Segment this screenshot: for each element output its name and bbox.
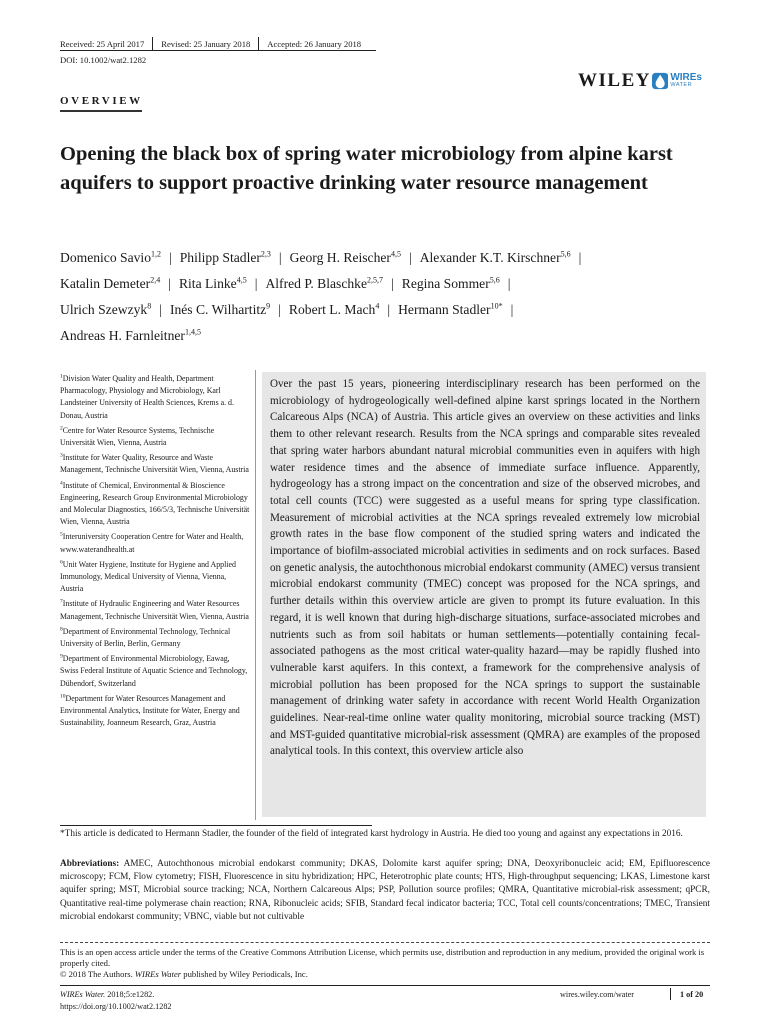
affiliation-text: Centre for Water Resource Systems, Technische Universität Wien, Vienna, Austria: [60, 425, 215, 448]
affiliation-item: [60, 425, 250, 449]
affiliation-number: 6: [60, 559, 63, 566]
affiliation-text: Department for Water Resources Management and Environmental Analytics, Institute for Water, Energy and Sustainability, Joanneum Research, Graz, Austria: [60, 693, 240, 728]
section-label-underline: [60, 110, 142, 112]
affiliation-text: Institute of Chemical, Environmental & Bioscience Engineering, Research Group Environmental Microbiology and Molecular Diagnostics, 166/5/3, Technische Universität Wien, Vienna, Austria: [60, 480, 250, 527]
author-name: Andreas H. Farnleitner: [60, 328, 185, 343]
author-separator: |: [159, 302, 162, 317]
author-affiliation-marker: 2,3: [260, 249, 271, 259]
affiliation-item: [60, 626, 250, 650]
author-separator: |: [408, 250, 412, 265]
author-affiliation-marker: 5,6: [489, 275, 500, 285]
abbreviations-text: AMEC, Autochthonous microbial endokarst community; DKAS, Dolomite karst aquifer spring; DNA, Deoxyribonucleic acid; EM, Epifluorescence microscopy; FCM, Flow cytometry; FISH, Fluorescence in situ hybridization; HPC, Heterotrophic plate counts; HTS, High-throughput sequencing; LKAS, Limestone karst aquifer spring; MST, Microbial source tracking; NCA, Northern Calcareous Alps; PSP, Pollution source profiles; QMRA, Quantitative microbial-risk assessment; qPCR, Quantitative real-time polymerase chain reaction; RNA, Ribonucleic acids; SFIB, Standard fecal indicator bacteria; TCC, Total cell counts/concentrations; TMEC, Transient microbial endokarst community; VBNC, viable but not cultivable: [60, 859, 710, 922]
author-affiliation-marker: 8: [147, 301, 152, 311]
copyright-line: © 2018 The Authors. WIREs Water published by Wiley Periodicals, Inc.: [60, 969, 308, 980]
author-separator: |: [578, 250, 582, 265]
affiliation-text: Institute for Water Quality, Resource and Waste Management, Technische Universität Wien, Vienna, Austria: [60, 453, 249, 475]
affiliation-text: Unit Water Hygiene, Institute for Hygiene and Applied Immunology, Medical University of Vienna, Vienna, Austria: [60, 559, 236, 594]
author-name: Robert L. Mach: [288, 302, 376, 317]
author-name: Alfred P. Blaschke: [265, 276, 368, 291]
author-name: Rita Linke: [178, 276, 237, 291]
author-name: Ulrich Szewzyk: [60, 302, 148, 317]
author-affiliation-marker: 4,5: [236, 275, 247, 285]
author-separator: |: [391, 276, 394, 291]
journal-site-link[interactable]: wires.wiley.com/water: [560, 990, 635, 999]
article-title: Opening the black box of spring water microbiology from alpine karst aquifers to support proactive drinking water resource management: [60, 143, 673, 194]
author-name: Regina Sommer: [401, 276, 490, 291]
affiliation-number: 1: [60, 373, 63, 380]
divider: [258, 37, 259, 51]
affiliation-list: [60, 373, 250, 732]
affiliation-number: 9: [60, 653, 63, 660]
affiliation-text: Division Water Quality and Health, Department Pharmacology, Physiology and Microbiology, Karl Landsteiner University of Health Sciences, Krems a. d. Donau, Austria: [60, 374, 234, 420]
author-name: Alexander K.T. Kirschner: [419, 250, 561, 265]
author-affiliation-marker: 2,4: [150, 275, 161, 285]
author-affiliation-marker: 9: [266, 301, 271, 311]
license-block: [60, 947, 710, 981]
author-separator: |: [510, 302, 514, 317]
abbreviations: [60, 858, 710, 924]
author-affiliation-marker: 5,6: [560, 249, 571, 259]
affiliation-number: 2: [60, 425, 63, 432]
author-affiliation-marker: 2,5,7: [367, 275, 384, 285]
affiliation-number: 8: [60, 626, 63, 633]
affiliation-item: [60, 598, 250, 622]
water-drop-icon: [652, 71, 668, 91]
footnote-rule: [60, 825, 372, 826]
doi-link[interactable]: https://doi.org/10.1002/wat2.1282: [60, 1002, 172, 1011]
affiliation-item: [60, 693, 250, 730]
doi: DOI: 10.1002/wat2.1282: [60, 55, 147, 65]
license-text: This is an open access article under the terms of the Creative Commons Attribution License, which permits use, distribution and reproduction in any medium, provided the original work is properly cited.: [60, 947, 705, 969]
author-separator: |: [168, 276, 171, 291]
column-divider: [255, 370, 256, 820]
affiliation-number: 5: [60, 531, 63, 538]
publisher-logo: WILEY: [578, 70, 651, 91]
author-name: Domenico Savio: [60, 250, 151, 265]
author-separator: |: [278, 250, 282, 265]
affiliation-text: Interuniversity Cooperation Centre for Water and Health, www.waterandhealth.at: [60, 532, 244, 554]
header-rule: [60, 50, 376, 51]
author-list: [60, 245, 720, 349]
author-separator: |: [387, 302, 391, 317]
page-number: 1 of 20: [680, 990, 704, 999]
author-affiliation-marker: 4,5: [390, 249, 401, 259]
affiliation-item: [60, 531, 250, 555]
license-rule: [60, 942, 710, 943]
author-name: Georg H. Reischer: [289, 250, 391, 265]
affiliation-text: Department of Environmental Microbiology, Eawag, Swiss Federal Institute of Aquatic Science and Technology, Dübendorf, Switzerland: [60, 654, 248, 688]
affiliation-item: [60, 452, 250, 476]
wires-logo-sub: WATER: [670, 82, 693, 89]
abstract-text: Over the past 15 years, pioneering interdisciplinary research has been performed on the microbiology of hydrogeologically well-defined alpine karst springs located in the Northern Calcareous Alps (NCA) of Austria. This article gives an overview on these activities and links them to other relevant research. Results from the NCA springs and comparable sites revealed that spring water harbors abundant natural microbial communities even in aquifers with high water residence times and the absence of immediate surface influence. Apparently, hydrogeology has a strong impact on the concentration and size of the observed microbes, and total cell counts (TCC) were suggested as a useful means for spring type classification. Measurement of microbial activities at the NCA springs revealed extremely low microbial growth rates in the base flow component of the studied spring waters and indicated the importance of biofilm-associated microbial activities in sediments and on rock surfaces. Based on genetic analysis, the autochthonous microbial endokarst community (AMEC) versus transient microbial endokarst community (TMEC) concept was proposed for the NCA springs, and further details within this overview article are given to prompt its future evaluation. In this regard, it is well known that during high-discharge situations, surface-associated microbes and nutrients such as from soil habitats or human settlements—potentially containing fecal-associated pathogens as the most critical water-quality hazard—may be rapidly flushed into vulnerable karst aquifers. In this context, a framework for the comprehensive analysis of microbial pollution has been proposed for the NCA springs to support the sustainable management of drinking water safety in accordance with recent World Health Organization guidelines. Near-real-time online water quality monitoring, microbial source tracking (MST) and MST-guided quantitative microbial-risk assessment (QMRA) are examples of the proposed analytical tools. In this context, this overview article also: [270, 378, 700, 758]
author-affiliation-marker: 1,4,5: [184, 327, 201, 337]
author-separator: |: [507, 276, 511, 291]
divider: [670, 988, 671, 1000]
divider: [152, 37, 153, 51]
footer-rule: [60, 985, 710, 986]
affiliation-item: [60, 559, 250, 596]
affiliation-number: 4: [60, 480, 63, 486]
abbreviations-label: Abbreviations:: [60, 859, 120, 869]
author-name: Philipp Stadler: [179, 250, 261, 265]
affiliation-item: [60, 653, 250, 690]
accepted-date: Accepted: 26 January 2018: [267, 39, 362, 49]
journal-citation: WIREs Water. 2018;5:e1282.: [60, 990, 155, 999]
received-date: Received: 25 April 2017: [60, 39, 145, 49]
author-separator: |: [254, 276, 258, 291]
author-separator: |: [278, 302, 281, 317]
affiliation-number: 3: [60, 452, 63, 459]
author-affiliation-marker: 1,2: [151, 249, 161, 259]
author-affiliation-marker: 10*: [490, 301, 503, 311]
author-name: Hermann Stadler: [398, 302, 491, 317]
affiliation-number: 7: [60, 598, 63, 605]
section-label: OVERVIEW: [60, 95, 143, 107]
affiliation-item: [60, 373, 250, 422]
dedication-note: *This article is dedicated to Hermann Stadler, the founder of the field of integrated karst hydrology in Austria. He died too young and against any expectations in 2016.: [60, 829, 683, 839]
affiliation-item: [60, 480, 250, 529]
revised-date: Revised: 25 January 2018: [161, 39, 251, 49]
author-name: Katalin Demeter: [60, 276, 151, 291]
affiliation-number: 10: [60, 693, 66, 700]
author-name: Inés C. Wilhartitz: [169, 302, 267, 317]
affiliation-text: Department of Environmental Technology, Technical University of Berlin, Berlin, Germany: [60, 626, 231, 649]
wires-water-logo: [652, 70, 702, 92]
affiliation-text: Institute of Hydraulic Engineering and Water Resources Management, Technische Universität Wien, Vienna, Austria: [60, 599, 249, 621]
author-separator: |: [169, 250, 172, 265]
author-affiliation-marker: 4: [375, 301, 380, 311]
article-dates: [60, 37, 361, 51]
wires-logo-text: WIREs: [670, 72, 702, 84]
